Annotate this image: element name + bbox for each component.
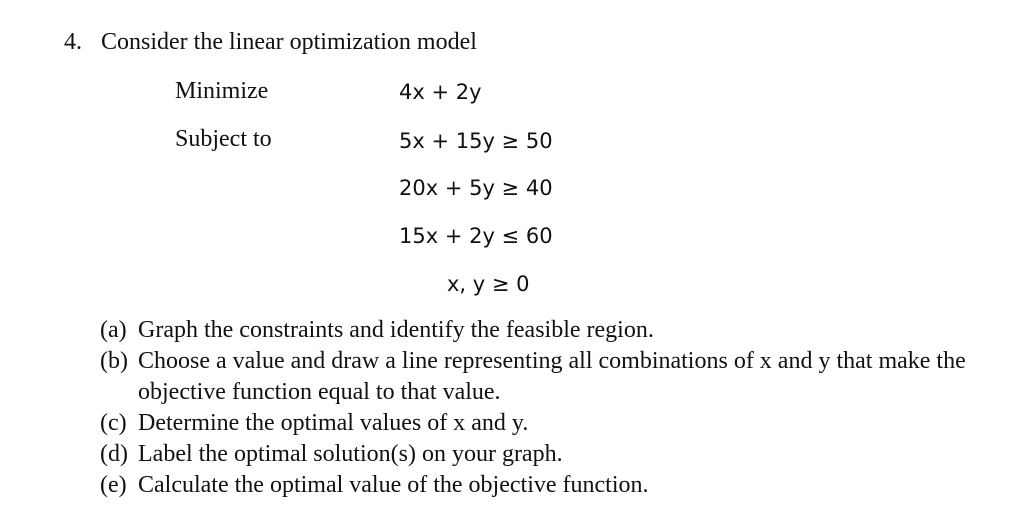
question-part-d (100, 439, 1010, 470)
part-text: Choose a value and draw a line representing all combinations of x and y that make the objective function equal to that value. (138, 348, 966, 405)
question-part-a (100, 315, 1010, 346)
question-part-b (100, 346, 1010, 408)
objective-function: 4x + 2y (399, 80, 482, 104)
constraint-1: 5x + 15y ≥ 50 (399, 129, 553, 153)
constraint-3: 15x + 2y ≤ 60 (399, 224, 553, 248)
question-part-e (100, 470, 1010, 501)
part-text: Graph the constraints and identify the feasible region. (138, 317, 654, 343)
part-label: (d) (100, 441, 128, 467)
problem-number: 4. (64, 29, 82, 55)
part-label: (e) (100, 472, 127, 498)
problem-intro: Consider the linear optimization model (101, 29, 477, 55)
part-text: Determine the optimal values of x and y. (138, 410, 529, 436)
minimize-label: Minimize (175, 78, 269, 104)
part-text: Calculate the optimal value of the objective function. (138, 472, 649, 498)
part-label: (b) (100, 348, 128, 374)
nonnegativity-constraint: x, y ≥ 0 (447, 272, 530, 296)
part-text: Label the optimal solution(s) on your graph. (138, 441, 563, 467)
part-label: (a) (100, 317, 127, 343)
question-part-c (100, 408, 1010, 439)
subject-to-label: Subject to (175, 126, 272, 152)
constraint-2: 20x + 5y ≥ 40 (399, 176, 553, 200)
part-label: (c) (100, 410, 127, 436)
question-parts (100, 315, 1010, 501)
